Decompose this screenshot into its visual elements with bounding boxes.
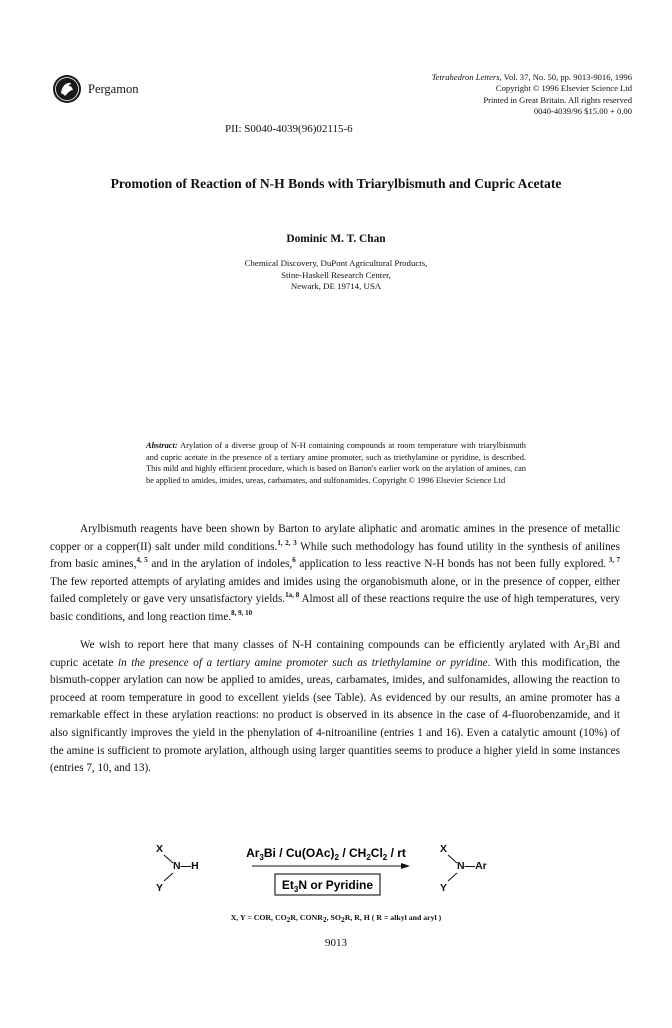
body-paragraph-2: We wish to report here that many classes of N-H containing compounds can be efficiently arylated with $Ar_3Bi$ and cupric acetate in the presence of a tertiary amine promoter such as triethylamine or pyridine. With this modification, the bismuth-copper arylation can now be applied to amides, ureas, carbamates, imides, and sulfonamides, allowing the reaction to proceed at room temperature in good to excellent yields (see Table). As evidenced by our results, an amine promoter has a remarkable effect in these arylation reactions: no product is observed in its absence in the case of 4-fluorobenzamide, and it also significantly improves the yield in the phenylation of 4-nitroaniline (entries 1 and 16). Even a catalytic amount (10%) of the amine is sufficient to promote arylation, although using larger quantities seems to produce a higher yield in some instances (entries 7, 10, and 13). <box>50 639 621 775</box>
product-n-aryl-label: N—Ar <box>457 860 487 872</box>
reaction-scheme <box>140 836 540 912</box>
reference-marker: 1, 2, 3 <box>277 538 297 547</box>
body-paragraph-1: Arylbismuth reagents have been shown by Barton to arylate aliphatic and aromatic amines in the presence of metallic copper or a copper(II) salt under mild conditions.$^{1, 2, 3}$ While such methodology has found utility in the synthesis of anilines from basic amines,$^{4, 5}$ and in the arylation of indoles,$^6$ application to less reactive N-H bonds has not been fully explored. $^{3, 7}$ The few reported attempts of arylating amides and imides using the organobismuth alone, or in the presence of copper, either failed completely or gave very unsatisfactory yields.$^{1a, 8}$ Almost all of these reactions require the use of high temperatures, very basic conditions, and long reaction time.$^{8, 9, 10}$ <box>50 523 621 623</box>
scheme-caption: X, Y = COR, $CO_2R$, $CONR_2$, $SO_2R$, R, H ( R = alkyl and aryl ) <box>230 913 442 924</box>
product-substituent-x-label: X <box>440 843 448 855</box>
abstract-label: Abstract: <box>146 441 178 450</box>
copyright-line: Copyright © 1996 Elsevier Science Ltd <box>495 83 632 94</box>
reference-marker: 3, 7 <box>606 556 621 565</box>
journal-citation: Tetrahedron Letters, Vol. 37, No. 50, pp. 9013-9016, 1996 <box>431 72 632 82</box>
journal-info <box>432 72 632 118</box>
page-number: 9013 <box>325 937 347 949</box>
affiliation-line: Stine-Haskell Research Center, <box>281 269 391 280</box>
promoter-label: $Et_3N$ or Pyridine <box>281 878 374 894</box>
affiliation <box>0 258 672 293</box>
publisher-logo-block <box>52 74 138 104</box>
printed-line: Printed in Great Britain. All rights reserved <box>483 94 632 105</box>
price-line: 0040-4039/96 $15.00 + 0.00 <box>533 106 632 117</box>
product-substituent-y-label: Y <box>440 882 448 894</box>
reference-marker: 8, 9, 10 <box>231 608 253 617</box>
publisher-name: Pergamon <box>88 81 139 96</box>
pergamon-logo-icon <box>52 74 82 104</box>
substituent-y-label: Y <box>156 882 164 894</box>
article-title: Promotion of Reaction of N-H Bonds with Triarylbismuth and Cupric Acetate <box>110 176 562 191</box>
reference-marker: 1a, 8 <box>285 591 300 600</box>
emphasis-text: in the presence of a tertiary amine promoter such as triethylamine or pyridine <box>118 656 488 669</box>
abstract-text: Arylation of a diverse group of N-H containing compounds at room temperature with triarylbismuth and cupric acetate in the presence of a tertiary amine promoter, such as triethylamine or pyridine, is described. This mild and highly efficient procedure, which is based on Barton's earlier work on the arylation of amines, can be applied to amides, imides, ureas, carbamates, and sulfonamides. Copyright © 1996 Elsevier Science Ltd <box>146 441 526 485</box>
affiliation-line: Chemical Discovery, DuPont Agricultural Products, <box>244 258 428 268</box>
substituent-x-label: X <box>156 843 164 855</box>
reagent-conditions: $Ar_3Bi / Cu(OAc)_2 / CH_2Cl_2$ / rt <box>246 846 406 862</box>
abstract <box>146 440 526 486</box>
pii-code: PII: S0040-4039(96)02115-6 <box>225 123 353 135</box>
affiliation-line: Newark, DE 19714, USA <box>290 281 382 292</box>
reference-marker: 4, 5 <box>136 556 148 565</box>
author-name: Dominic M. T. Chan <box>286 233 386 245</box>
journal-name: Tetrahedron Letters <box>431 72 500 82</box>
amine-nh-label: N—H <box>173 860 199 872</box>
reference-marker: 6 <box>292 556 296 565</box>
